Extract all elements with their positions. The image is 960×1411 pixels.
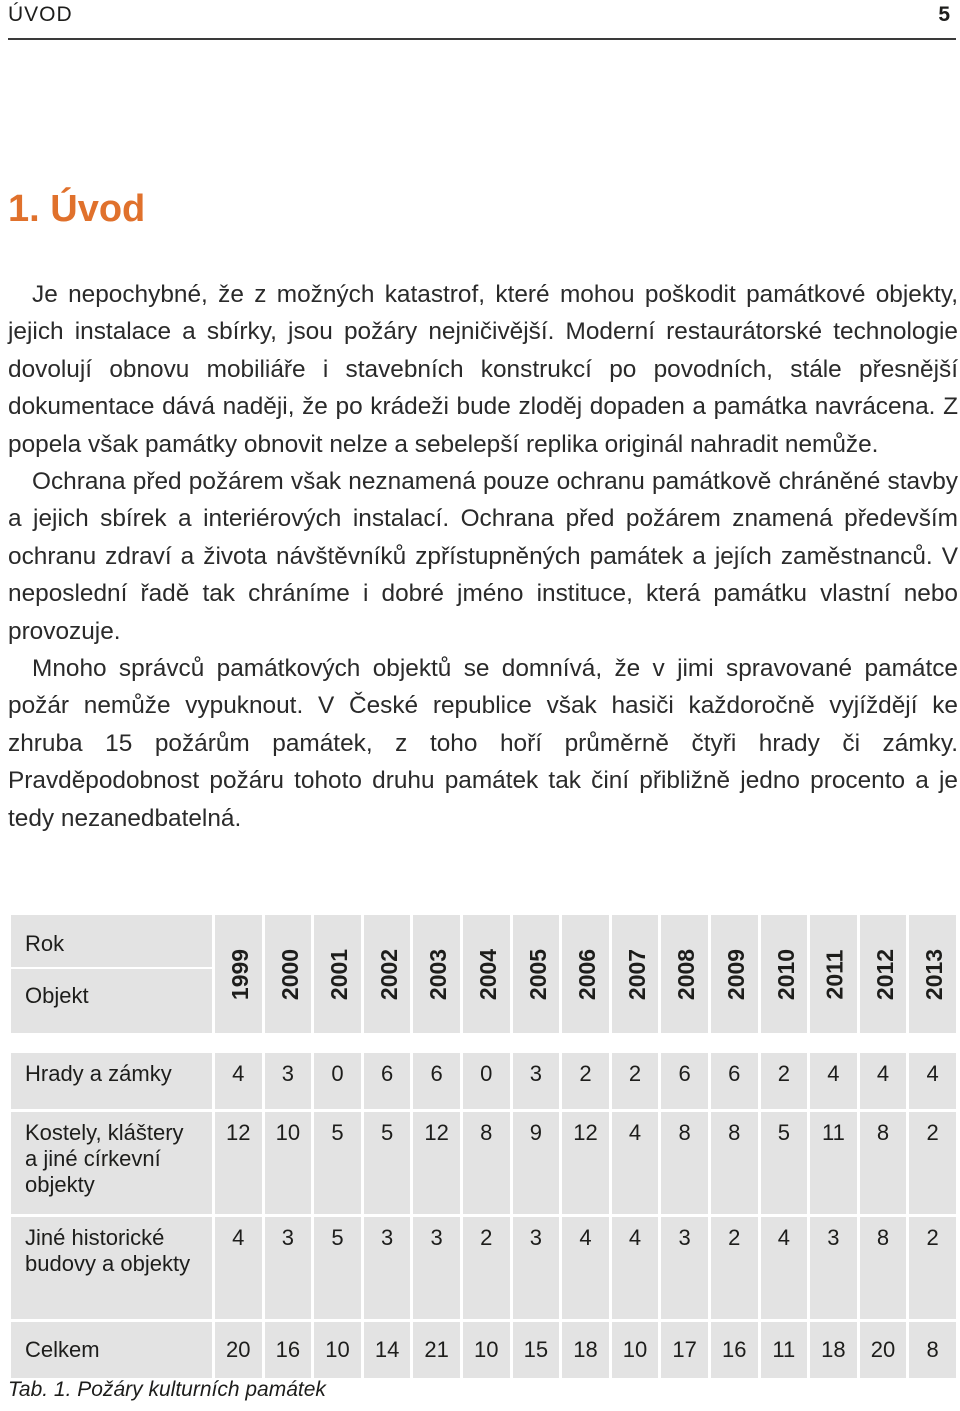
table-cell: 16	[709, 1321, 759, 1380]
table-cell: 20	[858, 1321, 908, 1380]
corner-label-year: Rok	[25, 931, 65, 956]
table-cell: 12	[214, 1111, 264, 1216]
table-row	[10, 1111, 958, 1216]
table-cell: 4	[759, 1216, 809, 1321]
table-cell: 9	[511, 1111, 561, 1216]
row-label: Celkem	[10, 1321, 214, 1380]
table-cell: 6	[362, 1052, 412, 1111]
table-cell: 2	[461, 1216, 511, 1321]
table-cell: 3	[412, 1216, 462, 1321]
table-cell: 2	[908, 1216, 958, 1321]
table-cell: 4	[610, 1216, 660, 1321]
year-header: 1999	[214, 914, 264, 1035]
body-text	[8, 276, 958, 837]
year-header: 2000	[263, 914, 313, 1035]
table-cell: 3	[511, 1052, 561, 1111]
table-cell: 0	[461, 1052, 511, 1111]
table-cell: 0	[313, 1052, 363, 1111]
table-cell: 3	[263, 1216, 313, 1321]
table-cell: 8	[660, 1111, 710, 1216]
row-label: Hrady a zámky	[10, 1052, 214, 1111]
table-cell: 4	[610, 1111, 660, 1216]
table-cell: 10	[263, 1111, 313, 1216]
table-row	[10, 1216, 958, 1321]
table-cell: 4	[214, 1216, 264, 1321]
year-header: 2002	[362, 914, 412, 1035]
paragraph: Ochrana před požárem však neznamená pouze ochranu památkově chráněné stavby a jejich sbírek a interiérových instalací. Ochrana před požárem znamená především ochranu zdraví a života návštěvníků zpřístupněných památek a jejích zaměstnanců. V neposlední řadě tak chráníme i dobré jméno instituce, která památku vlastní nebo provozuje.	[8, 468, 958, 645]
year-header: 2008	[660, 914, 710, 1035]
table-cell: 15	[511, 1321, 561, 1380]
table-cell: 10	[461, 1321, 511, 1380]
year-header: 2009	[709, 914, 759, 1035]
table-row	[10, 1052, 958, 1111]
year-header: 2005	[511, 914, 561, 1035]
table-cell: 5	[313, 1216, 363, 1321]
table-cell: 4	[858, 1052, 908, 1111]
year-header: 2013	[908, 914, 958, 1035]
table-cell: 10	[610, 1321, 660, 1380]
table-cell: 3	[809, 1216, 859, 1321]
corner-label-object: Objekt	[25, 983, 89, 1008]
table-cell: 5	[313, 1111, 363, 1216]
table-cell: 4	[561, 1216, 611, 1321]
year-header: 2011	[809, 914, 859, 1035]
table-cell: 12	[561, 1111, 611, 1216]
year-header: 2001	[313, 914, 363, 1035]
table-cell: 2	[908, 1111, 958, 1216]
table-cell: 8	[908, 1321, 958, 1380]
table-cell: 5	[759, 1111, 809, 1216]
table-gap	[10, 1035, 958, 1052]
row-label: Kostely, kláštery a jiné církevní objekty	[10, 1111, 214, 1216]
table-cell: 2	[610, 1052, 660, 1111]
corner-divider	[11, 967, 212, 969]
table-header-row	[10, 914, 958, 1035]
table-cell: 4	[809, 1052, 859, 1111]
table-cell: 8	[858, 1111, 908, 1216]
table-cell: 4	[214, 1052, 264, 1111]
chapter-title: 1. Úvod	[8, 188, 146, 230]
table-cell: 6	[709, 1052, 759, 1111]
table-cell: 8	[461, 1111, 511, 1216]
table-cell: 6	[412, 1052, 462, 1111]
table-cell: 12	[412, 1111, 462, 1216]
table-cell: 3	[362, 1216, 412, 1321]
table-cell: 18	[561, 1321, 611, 1380]
paragraph: Mnoho správců památkových objektů se domnívá, že v jimi spravované památce požár nemůže vypuknout. V České republice však hasiči každoročně vyjíždějí ke zhruba 15 požárům památek, z toho hoří průměrně čtyři hrady či zámky. Pravděpodobnost požáru tohoto druhu památek tak činí přibližně jedno procento a je tedy nezanedbatelná.	[8, 655, 958, 832]
table-cell: 14	[362, 1321, 412, 1380]
table-cell: 17	[660, 1321, 710, 1380]
year-header: 2010	[759, 914, 809, 1035]
fires-table	[8, 912, 959, 1381]
section-name: ÚVOD	[8, 3, 73, 26]
page-header	[8, 0, 956, 40]
table-cell: 5	[362, 1111, 412, 1216]
table-cell: 11	[809, 1111, 859, 1216]
year-header: 2003	[412, 914, 462, 1035]
page-number: 5	[938, 3, 950, 26]
table-cell: 3	[263, 1052, 313, 1111]
year-header: 2007	[610, 914, 660, 1035]
year-header: 2004	[461, 914, 511, 1035]
year-header: 2006	[561, 914, 611, 1035]
table-cell: 21	[412, 1321, 462, 1380]
table-cell: 11	[759, 1321, 809, 1380]
table-caption: Tab. 1. Požáry kulturních památek	[8, 1378, 326, 1401]
table-cell: 10	[313, 1321, 363, 1380]
table-cell: 3	[511, 1216, 561, 1321]
table-row-total	[10, 1321, 958, 1380]
table-cell: 8	[709, 1111, 759, 1216]
table-cell: 18	[809, 1321, 859, 1380]
table-cell: 4	[908, 1052, 958, 1111]
table-cell: 2	[561, 1052, 611, 1111]
table-cell: 8	[858, 1216, 908, 1321]
row-label: Jiné historické budovy a objekty	[10, 1216, 214, 1321]
table-cell: 2	[759, 1052, 809, 1111]
corner-cell	[10, 914, 214, 1035]
table-cell: 2	[709, 1216, 759, 1321]
year-header: 2012	[858, 914, 908, 1035]
paragraph: Je nepochybné, že z možných katastrof, které mohou poškodit památkové objekty, jejich instalace a sbírky, jsou požáry nejničivější. Moderní restaurátorské technologie dovolují obnovu mobiliáře i stavebních konstrukcí po povodních, stále přesnější dokumentace dává naději, že po krádeži bude zloděj dopaden a památka navrácena. Z popela však památky obnovit nelze a sebelepší replika originál nahradit nemůže.	[8, 281, 958, 458]
table-cell: 20	[214, 1321, 264, 1380]
table-cell: 16	[263, 1321, 313, 1380]
table-cell: 6	[660, 1052, 710, 1111]
table-cell: 3	[660, 1216, 710, 1321]
